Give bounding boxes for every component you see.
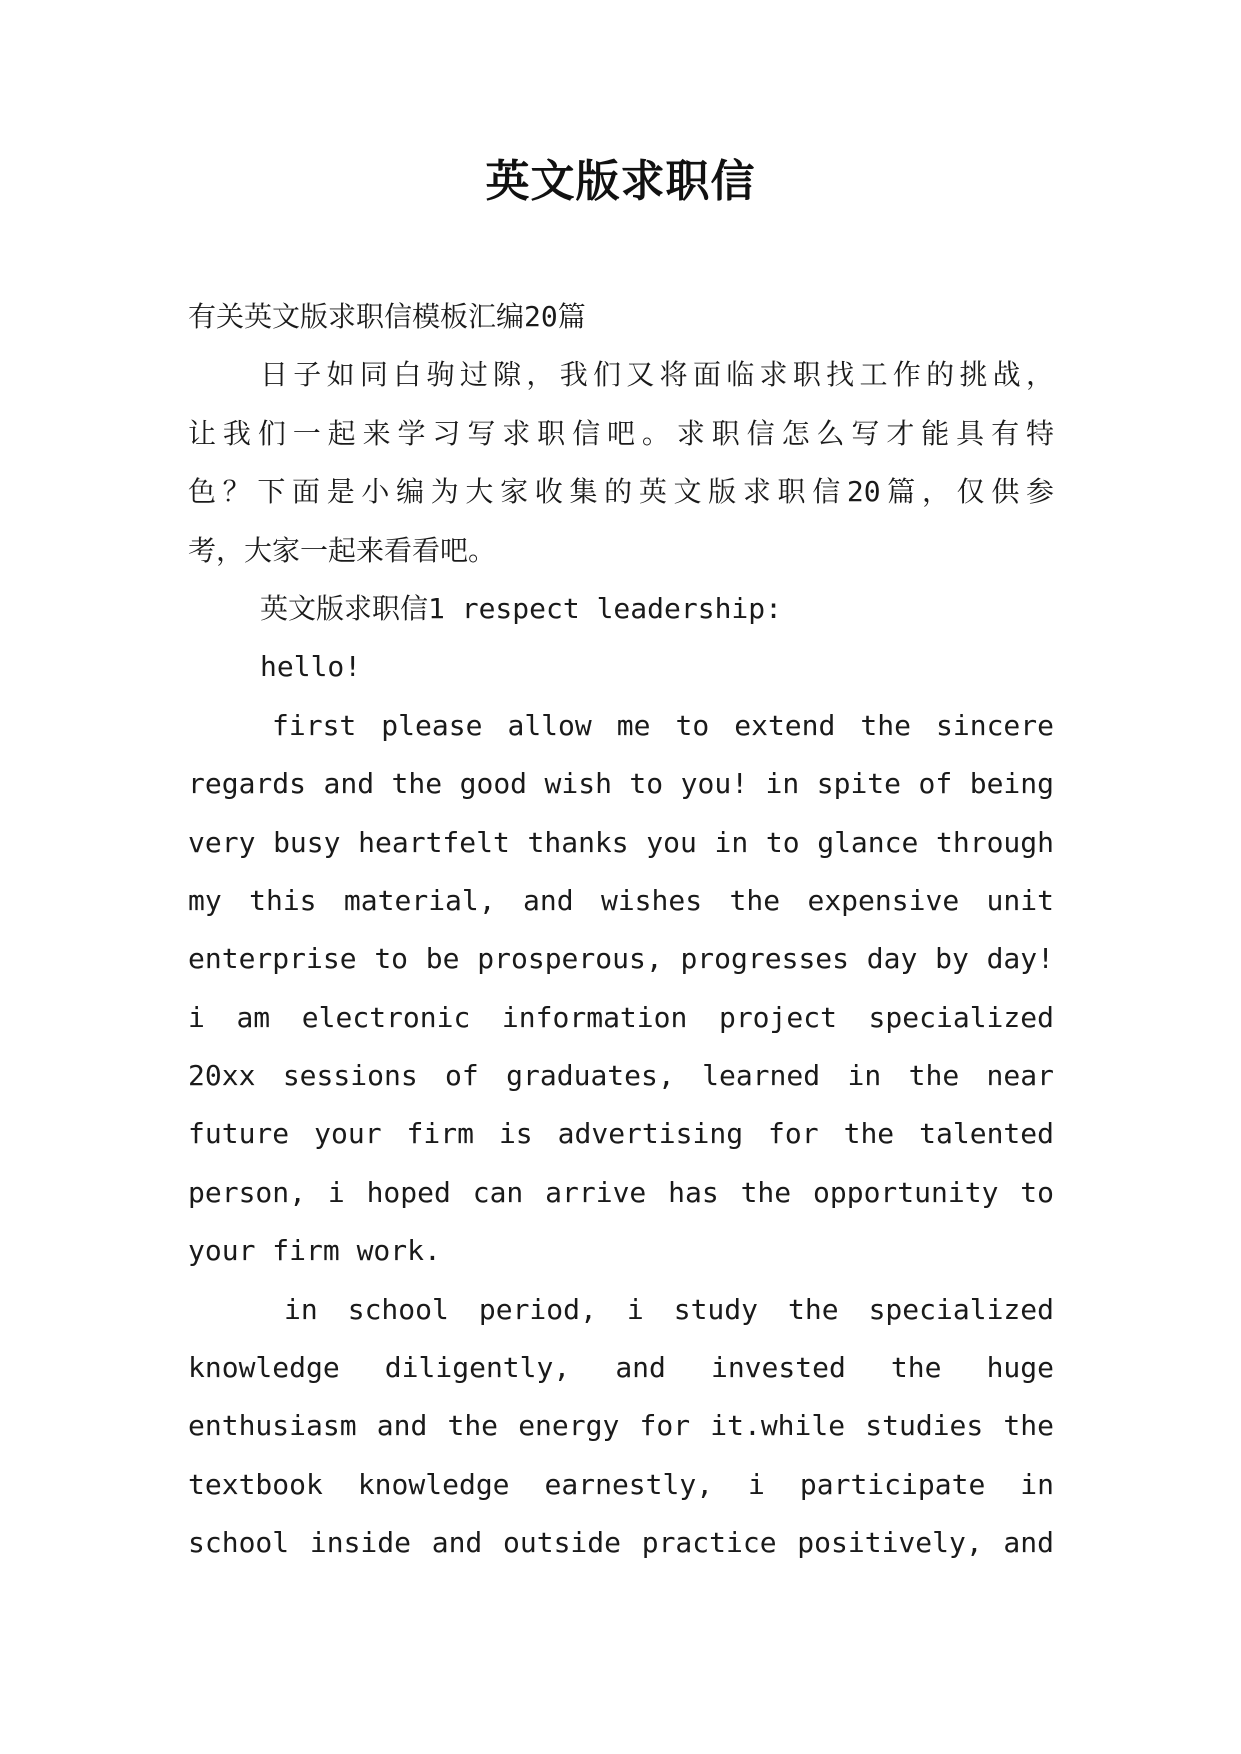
letter-heading-line: 英文版求职信1 respect leadership: <box>260 591 783 625</box>
paragraph-line: regards and the good wish to you! in spite of being <box>188 767 1054 801</box>
paragraph-line: 考，大家一起来看看吧。 <box>188 533 497 567</box>
paragraph-line: 日子如同白驹过隙，我们又将面临求职找工作的挑战， <box>260 358 1054 392</box>
paragraph-line: my this material, and wishes the expensive unit <box>188 883 1054 917</box>
paragraph-line: enthusiasm and the energy for it.while studies the <box>188 1409 1054 1443</box>
paragraph-line: i am electronic information project specialized <box>188 1000 1054 1034</box>
document-title: 英文版求职信 <box>485 156 756 207</box>
paragraph-line: first please allow me to extend the sincere <box>272 708 1054 742</box>
paragraph-line: in school period, i study the specialized <box>284 1292 1054 1326</box>
paragraph-line: enterprise to be prosperous, progresses day by day! <box>188 942 1054 976</box>
subtitle-line: 有关英文版求职信模板汇编20篇 <box>188 300 586 333</box>
document-body <box>188 288 1054 1573</box>
paragraph-line: person, i hoped can arrive has the opportunity to <box>188 1175 1054 1209</box>
paragraph-line: very busy heartfelt thanks you in to glance through <box>188 825 1054 859</box>
paragraph-line: textbook knowledge earnestly, i participate in <box>188 1467 1054 1501</box>
paragraph-line: 让我们一起来学习写求职信吧。求职信怎么写才能具有特 <box>188 416 1054 450</box>
greeting-line: hello! <box>260 650 362 684</box>
paragraph-line: 20xx sessions of graduates, learned in the near <box>188 1059 1054 1093</box>
paragraph-line: your firm work. <box>188 1234 441 1268</box>
paragraph-line: future your firm is advertising for the talented <box>188 1117 1054 1151</box>
paragraph-line: 色？下面是小编为大家收集的英文版求职信20篇，仅供参 <box>188 475 1054 509</box>
paragraph-line: school inside and outside practice positively, and <box>188 1526 1054 1560</box>
paragraph-line: knowledge diligently, and invested the huge <box>188 1351 1054 1385</box>
